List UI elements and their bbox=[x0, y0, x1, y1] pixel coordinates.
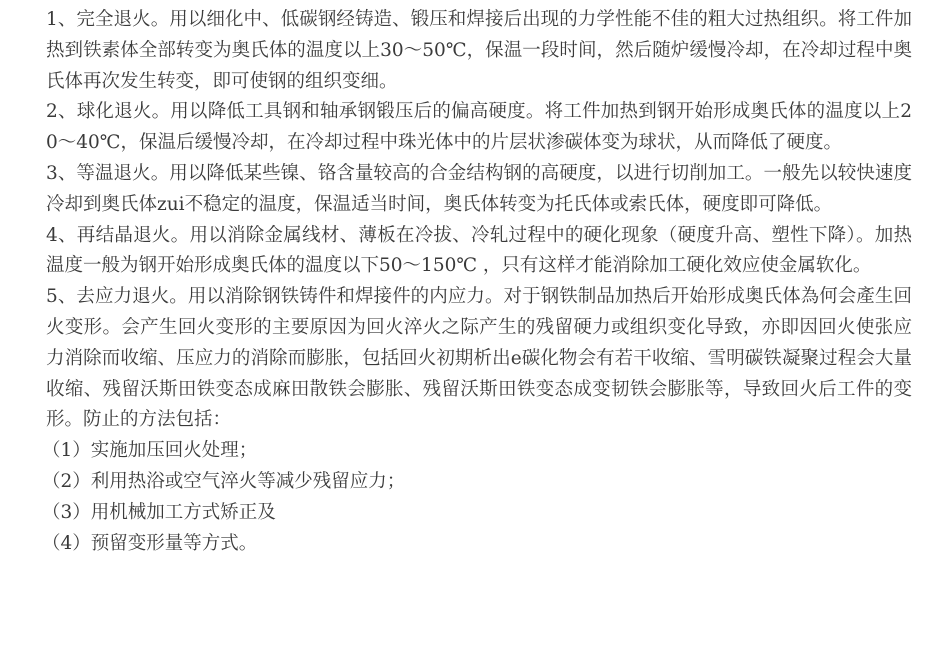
paragraph-isothermal-annealing: 3、等温退火。用以降低某些镍、铬含量较高的合金结构钢的高硬度，以进行切削加工。一般先以较快速度冷却到奥氏体zui不稳定的温度，保温适当时间，奥氏体转变为托氏体或索氏体，硬度即可降低。 bbox=[46, 162, 912, 215]
paragraph-recrystallization-annealing: 4、再结晶退火。用以消除金属线材、薄板在冷拔、冷轧过程中的硬化现象（硬度升高、塑性下降）。加热温度一般为钢开始形成奥氏体的温度以下50～150℃ ，只有这样才能消除加工硬化效应使金属软化。 bbox=[46, 224, 912, 277]
list-item: （4）预留变形量等方式。 bbox=[42, 532, 258, 554]
prevention-method-list bbox=[42, 436, 912, 559]
list-item: （1）实施加压回火处理； bbox=[42, 440, 258, 462]
list-item: （2）利用热浴或空气淬火等减少残留应力； bbox=[42, 470, 406, 492]
paragraph-spheroidizing-annealing: 2、球化退火。用以降低工具钢和轴承钢锻压后的偏高硬度。将工件加热到钢开始形成奥氏体的温度以上20～40℃，保温后缓慢冷却，在冷却过程中珠光体中的片层状渗碳体变为球状，从而降低了硬度。 bbox=[46, 101, 912, 154]
list-item: （3）用机械加工方式矫正及 bbox=[42, 501, 276, 523]
paragraph-full-annealing: 1、完全退火。用以细化中、低碳钢经铸造、锻压和焊接后出现的力学性能不佳的粗大过热组织。将工件加热到铁素体全部转变为奥氏体的温度以上30～50℃，保温一段时间，然后随炉缓慢冷却，在冷却过程中奥氏体再次发生转变，即可使钢的组织变细。 bbox=[46, 9, 912, 92]
document-body bbox=[42, 5, 912, 559]
paragraph-stress-relief-annealing: 5、去应力退火。用以消除钢铁铸件和焊接件的内应力。对于钢铁制品加热后开始形成奥氏体為何会產生回火变形。会产生回火变形的主要原因为回火淬火之际产生的残留硬力或组织变化导致，亦即因回火使张应力消除而收缩、压应力的消除而膨胀，包括回火初期析出e碳化物会有若干收缩、雪明碳铁凝聚过程会大量收缩、残留沃斯田铁变态成麻田散铁会膨胀、残留沃斯田铁变态成变韧铁会膨胀等，导致回火后工件的变形。防止的方法包括： bbox=[46, 286, 912, 431]
